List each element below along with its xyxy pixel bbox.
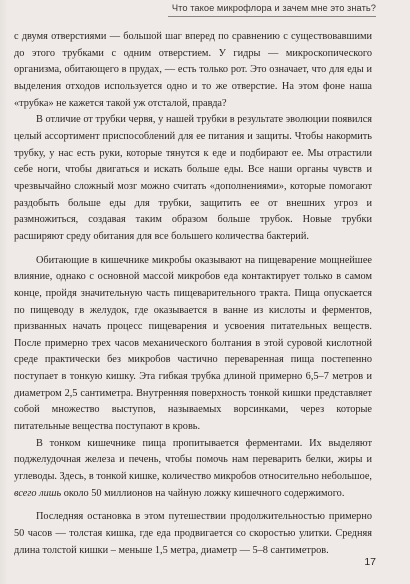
body-text <box>14 29 372 559</box>
paragraph-gap <box>14 246 372 253</box>
page-gutter-shadow <box>0 0 8 584</box>
paragraph-4-emphasis: всего лишь <box>14 487 62 499</box>
paragraph-4-text-start: В тонком кишечнике пища пропитывается ферментами. Их выделяют поджелудочная железа и печень, чтобы помочь нам переварить белки, жиры и углеводы. Здесь, в тонкой кишке, количество микробов относительно небольшое, <box>14 437 373 483</box>
page-number: 17 <box>364 556 376 568</box>
paragraph-1: с двумя отверстиями — большой шаг вперед по сравнению с существовавшими до этого трубками с одним отверстием. У гидры — микроскопического организма, обитающего в прудах, — есть только рот. Это означает, что для еды и выделения отходов используется одно и то же отверстие. На этом фоне наша «трубка» не кажется такой уж отсталой, правда? <box>14 31 372 109</box>
paragraph-2: В отличие от трубки червя, у нашей трубки в результате эволюции появился целый ассортимент приспособлений для ее питания и защиты. Чтобы накормить трубку, у нас есть руки, которые тянутся к еде и подбирают ее. Мы отрастили себе ноги, чтобы двигаться и искать больше еды. Все наши органы чувств и чрезвычайно сложный мозг можно считать «дополнениями», которые помогают раздобыть больше еды для трубки, защитить ее от внешних угроз и размножиться, создавая таким образом больше трубок. Новые трубки расширяют среду обитания для все большего количества бактерий. <box>14 114 372 242</box>
paragraph-4-text-end: около 50 миллионов на чайную ложку кишечного содержимого. <box>61 487 345 499</box>
paragraph-gap <box>14 502 372 509</box>
paragraph-5: Последняя остановка в этом путешествии продолжительностью примерно 50 часов — толстая кишка, где еда продвигается со скоростью улитки. Средняя длина толстой кишки – меньше 1,5 метра, диаметр — 5–8 сантиметров. <box>14 511 372 556</box>
header-divider <box>168 16 376 17</box>
paragraph-3: Обитающие в кишечнике микробы оказывают на пищеварение мощнейшее влияние, однако с основной массой микробов еда контактирует только в самом конце, пройдя значительную часть пищеварительного тракта. Пища опускается по пищеводу в желудок, где оказывается в ванне из кислоты и ферментов, призванных начать процесс пищеварения и усвоения питательных веществ. После примерно трех часов механического болтания в этой суровой кислотной среде практически без микробов частично переваренная пища постепенно поступает в тонкую кишку. Эта гибкая трубка длиной примерно 6,5–7 метров и диаметром 2,5 сантиметра. Внутренняя поверхность тонкой кишки представляет собой множество выступов, называемых ворсинками, через которые питательные вещества поступают в кровь. <box>14 254 372 433</box>
paragraph-4 <box>14 436 372 503</box>
running-header: Что такое микрофлора и зачем мне это знать? <box>171 3 376 13</box>
